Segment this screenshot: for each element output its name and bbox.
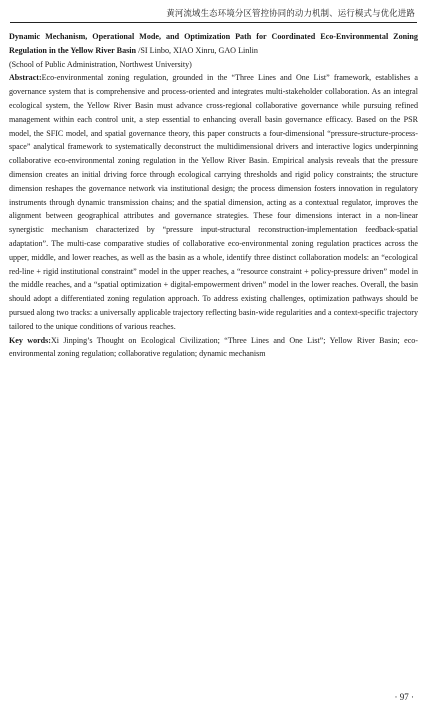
abstract-text: Eco-environmental zoning regulation, grounded in the “Three Lines and One List” framework, establishes a governance system that is comprehensive and process-oriented and integrates multi-stakeholder collaboration. As an integral ecological system, the Yellow River Basin must advance cross-regional collaborative governance while pursuing refined management within each control unit, a step essential to enhancing overall basin governance efficacy. Based on the PSR model, the SFIC model, and spatial governance theory, this paper constructs a four-dimensional “pressure-structure-process-space” analytical framework to systematically deconstruct the multidimensional drivers and interactive logics underpinning collaborative eco-environmental zoning regulation in the Yellow River Basin. Empirical analysis reveals that the pressure dimension creates an initial driving force through ecological carrying thresholds and rigid policy constraints; the structure dimension reshapes the governance network via institutional design; the process dimension fosters innovation in regulatory instruments through dynamic transmission chains; and the spatial dimension, acting as a contextual regulator, improves the alignment between geographical attributes and governance strategies. These four dimensions interact in a non-linear synergistic mechanism characterized by “pressure input-structural reconstruction-implementation feedback-spatial adaptation”. The multi-case comparative studies of collaborative eco-environmental zoning regulation practices across the upper, middle, and lower reaches, as well as the basin as a whole, identify three distinct collaboration models: an “ecological red-line + rigid institutional constraint” model in the upper reaches, a “resource constraint + policy-pressure driven” model in the middle reaches, and a “spatial optimization + digital-empowerment driven” model in the lower reaches. Overall, the basin should adopt a differentiated zoning regulation approach. To address existing challenges, optimization pathways should be pursued along two tracks: a universally applicable trajectory reflecting basin-wide regularities and a context-specific trajectory tailored to the unique conditions of various reaches.	[9, 73, 418, 331]
abstract-label: Abstract:	[9, 73, 42, 83]
title-paragraph	[9, 30, 418, 58]
page-number: · 97 ·	[394, 692, 414, 702]
article-abstract-block	[9, 30, 418, 361]
keywords-label: Key words:	[9, 335, 51, 345]
running-head-title: 黄河流域生态环境分区管控协同的动力机制、运行模式与优化进路	[166, 8, 415, 18]
abstract-paragraph	[9, 71, 418, 333]
article-title: Dynamic Mechanism, Operational Mode, and Optimization Path for Coordinated Eco-Environmental Zoning Regulation in the Yellow River Basin	[9, 32, 418, 55]
keywords-text: Xi Jinping’s Thought on Ecological Civilization; “Three Lines and One List”; Yellow River Basin; eco-environmental zoning regulation; collaborative regulation; dynamic mechanism	[9, 335, 418, 359]
keywords-paragraph	[9, 334, 418, 362]
article-authors: /SI Linbo, XIAO Xinru, GAO Linlin	[138, 45, 258, 55]
article-affiliation: (School of Public Administration, Northwest University)	[9, 59, 192, 69]
header-divider	[10, 22, 417, 23]
